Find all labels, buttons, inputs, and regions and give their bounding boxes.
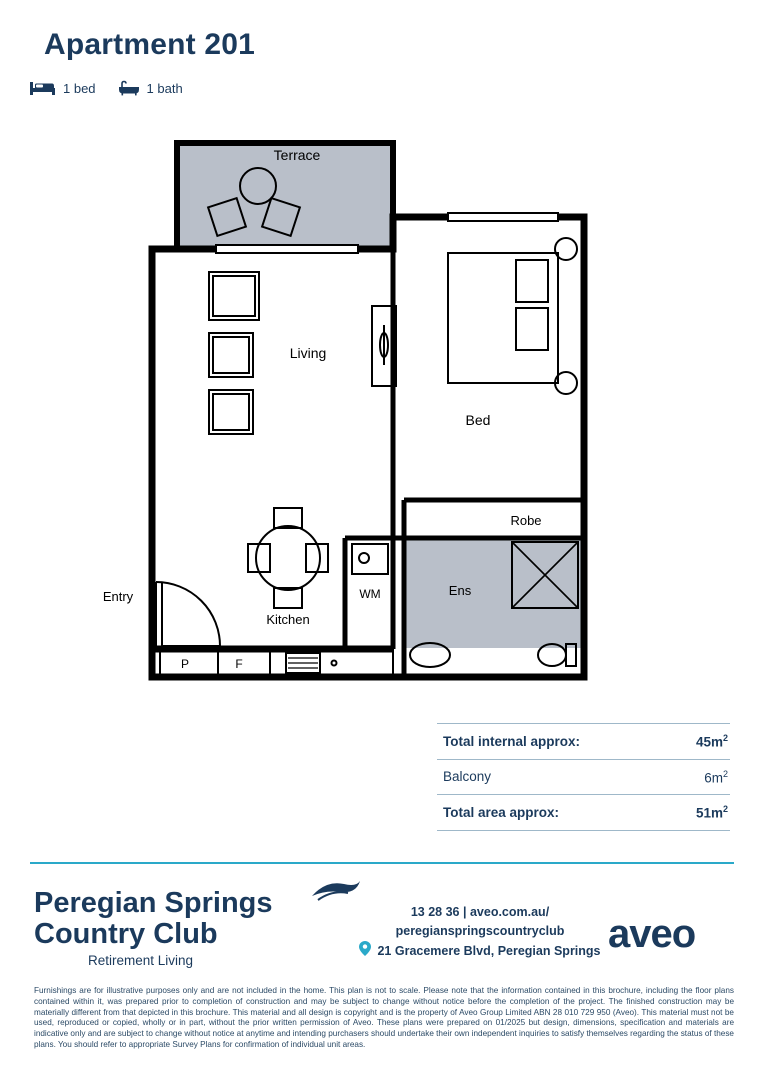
disclaimer-text: Furnishings are for illustrative purposes only and are not included in the home. This plan is not to scale. Please note that the information contained in this brochure, including the floor plans contained within it, was prepared prior to completion of construction and may be subject to change without notice before the completion of the project. The finished construction may be materially different from that depicted in this brochure. This material and all design is copyright and is the property of Aveo Group Limited ABN 28 010 729 950 (Aveo). This material must not be used, reproduced or copied, wholly or in part, without the prior written permission of Aveo. These plans were prepared on 01/2025 but design, dimensions, specification and materials are indicative only and are subject to change without notice at anytime and intending purchasers should undertake their own independent inquiries to satisfy themselves regarding the status of these plans. You should refer to appropriate Survey Plans for confirmation of individual unit areas. <box>34 986 734 1050</box>
brand-line-1: Peregian Springs <box>34 887 273 919</box>
bed-icon <box>30 80 56 96</box>
spec-bed <box>30 80 96 96</box>
room-label-ens: Ens <box>448 583 472 598</box>
area-value: $45m^2$ <box>695 733 728 750</box>
room-label-p: P <box>180 657 190 671</box>
map-pin-icon <box>359 941 371 962</box>
area-row <box>437 759 730 795</box>
floor-plan-svg <box>0 120 764 710</box>
spec-bed-label: 1 bed <box>63 80 96 96</box>
room-label-kitchen: Kitchen <box>266 612 310 627</box>
address-line <box>330 941 630 962</box>
area-label: Balcony <box>443 769 492 785</box>
area-table <box>437 723 730 831</box>
area-label: Total area approx: <box>443 804 560 820</box>
area-value: $51m^2$ <box>695 804 728 821</box>
brand-line-2: Country Club <box>34 918 218 951</box>
room-label-terrace: Terrace <box>273 147 321 163</box>
spec-bath-label: 1 bath <box>146 80 183 96</box>
brand-subtitle: Retirement Living <box>88 952 194 968</box>
page-title: Apartment 201 <box>44 28 256 61</box>
area-row <box>437 794 730 831</box>
area-row <box>437 723 730 759</box>
floor-plan <box>0 120 764 710</box>
separator: | <box>462 905 470 919</box>
room-label-wm: WM <box>359 587 381 601</box>
aveo-logo: aveo <box>608 912 696 956</box>
footer-divider <box>30 862 734 864</box>
spec-bath <box>118 80 183 96</box>
room-label-bed: Bed <box>465 412 491 428</box>
contact-line-1 <box>330 903 630 922</box>
bath-icon <box>118 80 140 96</box>
website-link-2[interactable]: peregianspringscountryclub <box>395 923 565 938</box>
brand-block <box>34 888 364 968</box>
room-label-living: Living <box>289 345 327 361</box>
area-value: $6m^2$ <box>704 768 728 785</box>
area-label: Total internal approx: <box>443 733 581 749</box>
address-text: 21 Gracemere Blvd, Peregian Springs <box>377 943 601 958</box>
room-label-entry: Entry <box>102 589 134 604</box>
spec-list <box>30 80 183 96</box>
room-label-robe: Robe <box>510 513 542 528</box>
room-label-f: F <box>235 657 243 671</box>
contact-block <box>330 903 630 961</box>
phone-number[interactable]: 13 28 36 <box>410 905 460 919</box>
website-link[interactable]: aveo.com.au/ <box>469 905 550 919</box>
